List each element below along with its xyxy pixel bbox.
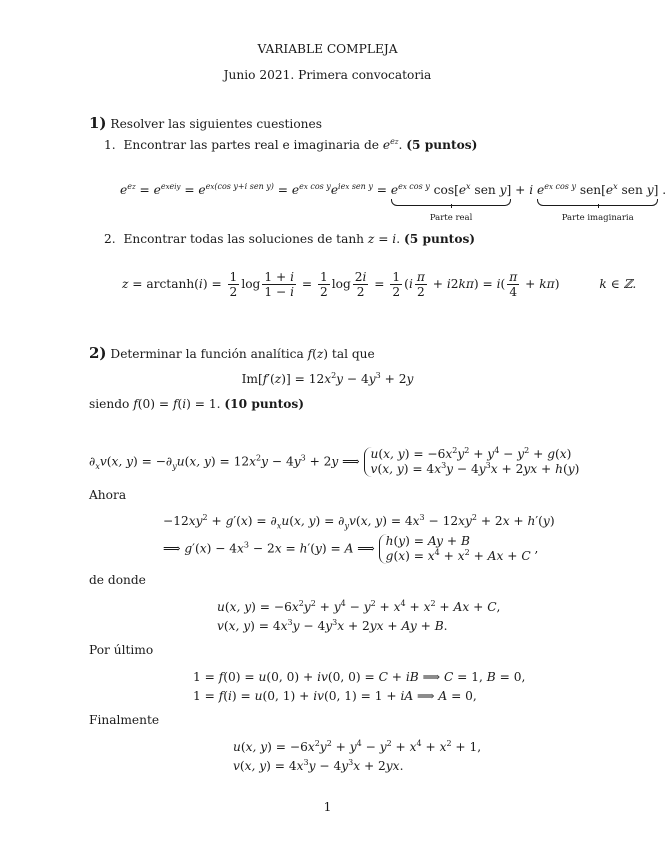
question-2-heading: 2) Determinar la función analítica f(z) tal que [89,344,375,362]
general-solution: u(x, $y) = -6x^2y^2 + y^4 - y^2 + x^4 + x^2 + Ax + C$, v(x, $y) = 4x^3y - 4y^3x + 2yx + Ay + B$. [217,599,501,633]
item-1-number: 1. [104,138,116,152]
derivative-equation: $-12xy^2 + g'(x) = \partial_xu(x$, $y) = \partial_yv(x$, $y) = 4x^3 - 12xy^2 + 2x + h'(y)$ [163,513,555,531]
imag-part-label: Parte imaginaria [561,213,634,223]
cauchy-riemann-equation: $\partial_xv(x$, $y) = -\partial_yu(x$, $y) = 12x^2y - 4y^3 + 2y$ ⟹ u(x, $y) = -6x^2y^2 + y^4 - y^2 + g(x)$ v(x, $y) = 4x^3y - 4y^3x + 2yx + h(y)$ [89,446,580,476]
item-2-points: (5 puntos) [403,232,476,246]
page-title: VARIABLE COMPLEJA [257,42,398,56]
final-solution: u(x, $y) = -6x^2y^2 + y^4 - y^2 + x^4 + x^2 + 1$, v(x, $y) = 4x^3y - 4y^3x + 2yx$. [233,739,482,773]
equation-2: z = arctanh(i) = $\frac{1}{2}$ log $\frac{1 + i}{1 - i}$ = $\frac{1}{2}$ log $\frac{2i}{2}$ = $\frac{1}{2}$ (i $\frac{\pi}{2}$ + i2kπ) = i( $\frac{\pi}{4}$ + kπ) k ∈ ℤ. [122,270,637,299]
question-2-intro: Determinar la función analítica [110,347,308,361]
imag-part-brace: $e^{ex cos y}$ $sen[e^x$ sen y] Parte imaginaria [537,182,658,199]
item-1-points: (5 puntos) [406,138,478,152]
item-2-text: Encontrar todas las soluciones de tanh [123,232,368,246]
de-donde-label: de donde [89,573,146,587]
item-2-number: 2. [104,232,116,246]
imaginary-part-condition: $Im[f'(z)] = 12x^2y - 4y^3 + 2y$ [241,371,414,386]
question-1-heading [89,114,322,132]
question-1-item-1: 1. Encontrar las partes real e imaginaria de $e^{ez}$. (5 puntos) [104,137,478,152]
question-2-condition: siendo f(0) = f(i) = 1. (10 puntos) [89,397,304,411]
question-1-intro: Resolver las siguientes cuestiones [110,117,322,131]
question-1-item-2: 2. Encontrar todas las soluciones de tanh z = i. (5 puntos) [104,232,476,246]
question-2-points: (10 puntos) [224,397,304,411]
item-1-text: Encontrar las partes real e imaginaria de [123,138,383,152]
ahora-label: Ahora [89,488,127,502]
item-1-expression: $e^{ez}$ [382,137,399,152]
page-subtitle: Junio 2021. Primera convocatoria [223,68,432,82]
por-ultimo-label: Por último [89,643,154,657]
initial-conditions: 1 = f(0) = u(0, 0) + iv(0, 0) = C + iB ⟹ C = 1, B = 0, 1 = f(i) = u(0, 1) + iv(0, 1) = 1 + iA ⟹ A = 0, [193,670,526,703]
question-1-number: 1) [89,114,107,132]
question-2-number: 2) [89,344,107,362]
page-number: 1 [323,800,332,814]
finalmente-label: Finalmente [89,713,160,727]
k-integer-note: k ∈ ℤ. [599,277,637,291]
equation-1: $e^{ez} = e^{exeiy} = e^{ex(cos y+i sen y)} = e^{ex cos y}e^{iex sen y} = e^{ex cos y}$ $\cos[e^x$ sen y] Parte real + i $e^{ex cos y}$ $sen[e^x$ sen y] Parte imaginaria . [120,182,666,199]
real-part-brace: $e^{ex cos y}$ $\cos[e^x$ sen y] Parte real [391,182,511,199]
real-part-label: Parte real [429,213,473,223]
solution-system: ⟹ $g'(x) - 4x^3 - 2x = h'(y) = A$ ⟹ h(y) = Ay + B $g(x) = x^4 + x^2 + Ax + C$ , [163,534,539,563]
